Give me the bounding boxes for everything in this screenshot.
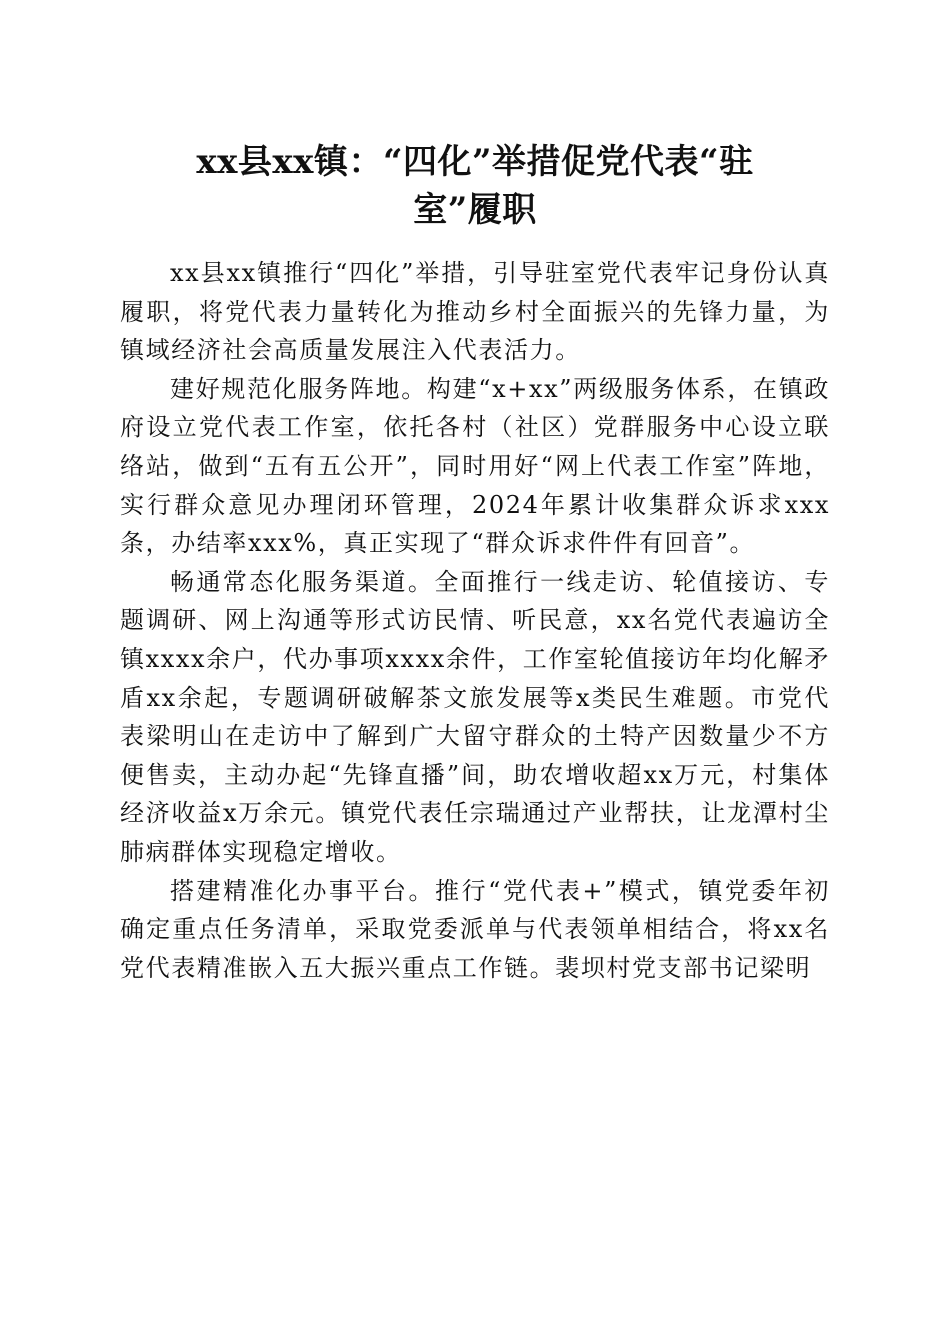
paragraph-service-platform: 搭建精准化办事平台。推行“党代表+”模式，镇党委年初确定重点任务清单，采取党委派单与代表领单相结合，将xx名党代表精准嵌入五大振兴重点工作链。裴坝村党支部书记梁明 [120,876,830,982]
title-line-1: xx县xx镇：“四化”举措促党代表“驻 [196,142,754,182]
paragraph-intro: xx县xx镇推行“四化”举措，引导驻室党代表牢记身份认真履职，将党代表力量转化为推动乡村全面振兴的先锋力量，为镇域经济社会高质量发展注入代表活力。 [120,259,830,365]
paragraph-service-position: 建好规范化服务阵地。构建“x+xx”两级服务体系，在镇政府设立党代表工作室，依托各村（社区）党群服务中心设立联络站，做到“五有五公开”，同时用好“网上代表工作室”阵地，实行群众意见办理闭环管理，2024年累计收集群众诉求xxx条，办结率xxx%，真正实现了“群众诉求件件有回音”。 [120,374,830,558]
document-title [120,138,830,234]
document-body [120,254,830,987]
paragraph-service-channel: 畅通常态化服务渠道。全面推行一线走访、轮值接访、专题调研、网上沟通等形式访民情、听民意，xx名党代表遍访全镇xxxx余户，代办事项xxxx余件，工作室轮值接访年均化解矛盾xx余起，专题调研破解茶文旅发展等x类民生难题。市党代表梁明山在走访中了解到广大留守群众的土特产因数量少不方便售卖，主动办起“先锋直播”间，助农增收超xx万元，村集体经济收益x万余元。镇党代表任宗瑞通过产业帮扶，让龙潭村尘肺病群体实现稳定增收。 [120,567,830,866]
title-line-2: 室”履职 [413,190,537,230]
